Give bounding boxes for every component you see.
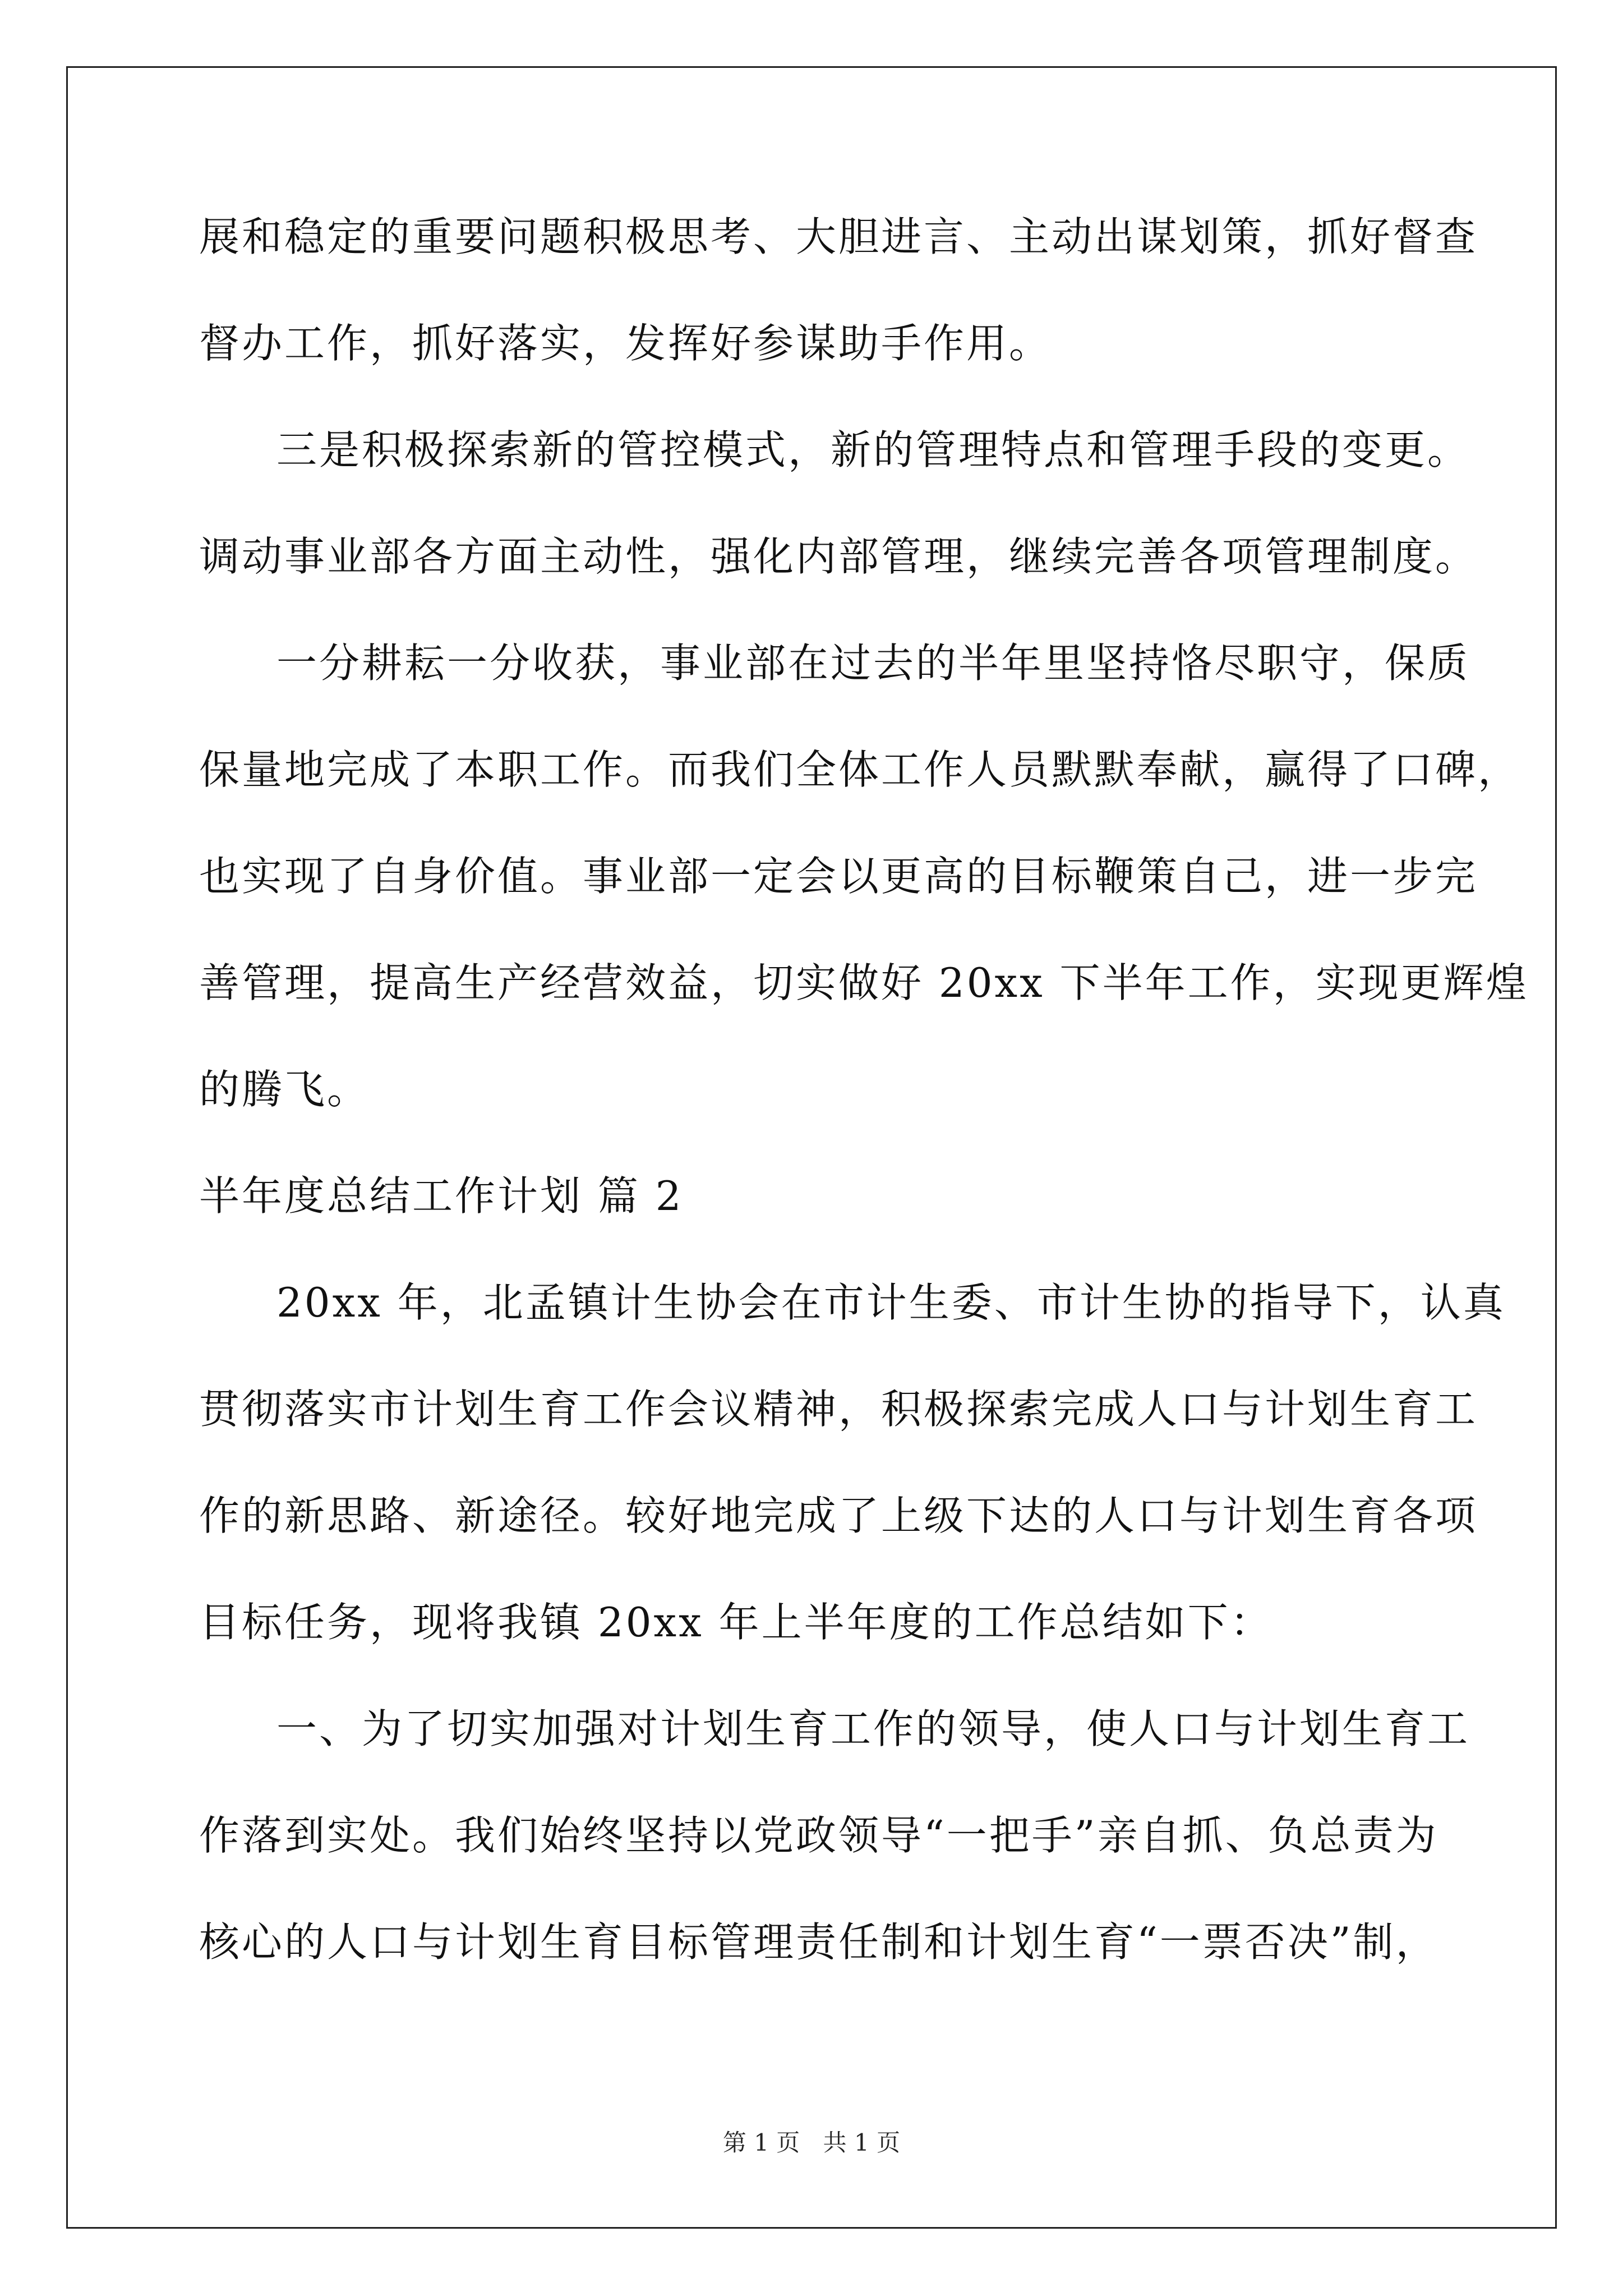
page-number-current: 第 1 页	[722, 2129, 800, 2156]
paragraph-start: 20xx 年，北孟镇计生协会在市计生委、市计生协的指导下，认真	[276, 1279, 1506, 1326]
text-line: 贯彻落实市计划生育工作会议精神，积极探索完成人口与计划生育工	[199, 1386, 1478, 1433]
text-line: 作的新思路、新途径。较好地完成了上级下达的人口与计划生育各项	[199, 1492, 1478, 1539]
text-line: 展和稳定的重要问题积极思考、大胆进言、主动出谋划策，抓好督查	[199, 213, 1478, 260]
text-line: 督办工作，抓好落实，发挥好参谋助手作用。	[199, 320, 1052, 367]
text-line: 也实现了自身价值。事业部一定会以更高的目标鞭策自己，进一步完	[199, 853, 1478, 900]
text-line: 保量地完成了本职工作。而我们全体工作人员默默奉献，赢得了口碑，	[199, 746, 1521, 793]
text-line: 目标任务，现将我镇 20xx 年上半年度的工作总结如下：	[199, 1599, 1273, 1646]
text-line: 核心的人口与计划生育目标管理责任制和计划生育“一票否决”制，	[199, 1918, 1438, 1966]
page-footer	[0, 2126, 1623, 2160]
paragraph-start: 一、为了切实加强对计划生育工作的领导，使人口与计划生育工	[276, 1705, 1470, 1752]
text-line: 调动事业部各方面主动性，强化内部管理，继续完善各项管理制度。	[199, 533, 1478, 580]
section-heading: 半年度总结工作计划 篇 2	[199, 1172, 684, 1220]
text-line: 善管理，提高生产经营效益，切实做好 20xx 下半年工作，实现更辉煌	[199, 959, 1529, 1006]
text-line: 作落到实处。我们始终坚持以党政领导“一把手”亲自抓、负总责为	[199, 1812, 1438, 1859]
paragraph-start: 一分耕耘一分收获，事业部在过去的半年里坚持恪尽职守，保质	[276, 639, 1470, 687]
paragraph-start: 三是积极探索新的管控模式，新的管理特点和管理手段的变更。	[276, 426, 1470, 473]
page-border	[66, 66, 1557, 2229]
page-number-total: 共 1 页	[823, 2129, 901, 2156]
text-line: 的腾飞。	[199, 1066, 370, 1113]
